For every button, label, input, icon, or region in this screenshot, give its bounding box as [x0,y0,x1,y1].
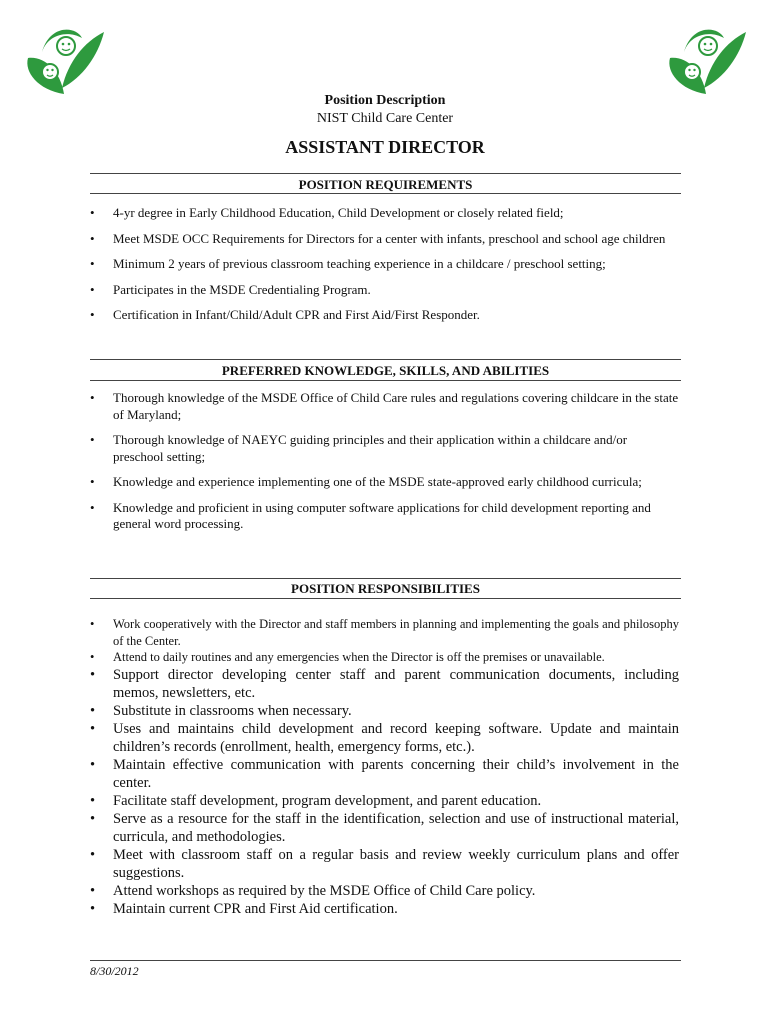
bullet-icon: • [90,702,96,719]
responsibilities-list [90,616,679,918]
section-heading-requirements: POSITION REQUIREMENTS [298,177,473,192]
list-item [90,307,679,324]
list-item-text: Maintain current CPR and First Aid certification. [113,900,398,917]
list-item [90,649,679,666]
bullet-icon: • [90,720,96,737]
list-item-text: Certification in Infant/Child/Adult CPR and First Aid/First Responder. [113,307,480,322]
bullet-icon: • [90,432,95,447]
section-rule [90,380,681,381]
section-rule [90,173,681,174]
section-rule [90,359,681,360]
list-item [90,616,679,649]
list-item [90,702,679,720]
bullet-icon: • [90,792,96,809]
list-item [90,282,679,299]
bullet-icon: • [90,307,95,322]
bullet-icon: • [90,846,96,863]
list-item [90,810,679,846]
list-item [90,900,679,918]
list-item-text: Maintain effective communication with parents concerning their child’s involvement in the center. [113,756,679,791]
footer-rule [90,960,681,961]
bullet-icon: • [90,650,95,664]
section-rule [90,578,681,579]
bullet-icon: • [90,474,95,489]
list-item [90,500,679,533]
leaf-sun-logo-icon [20,22,106,96]
skills-list [90,390,679,533]
list-item [90,474,679,491]
bullet-icon: • [90,230,95,246]
list-item-text: Thorough knowledge of the MSDE Office of Child Care rules and regulations covering childcare in the state of Maryland; [113,390,679,422]
list-item [90,256,679,273]
bullet-icon: • [90,390,95,405]
list-item-text: Knowledge and experience implementing one of the MSDE state-approved early childhood curricula; [113,474,642,489]
bullet-icon: • [90,882,96,899]
list-item [90,846,679,882]
list-item-text: Facilitate staff development, program development, and parent education. [113,792,542,809]
bullet-icon: • [90,499,95,515]
position-title: ASSISTANT DIRECTOR [285,137,485,157]
list-item-text: 4-yr degree in Early Childhood Education, Child Development or closely related field; [113,205,564,220]
list-item-text: Knowledge and proficient in using computer software applications for child development reporting and general word processing. [113,499,651,531]
list-item [90,720,679,756]
leaf-sun-logo-icon [662,22,748,96]
bullet-icon: • [90,900,96,917]
list-item-text: Work cooperatively with the Director and staff members in planning and implementing the goals and philosophy of the Center. [113,617,679,648]
list-item-text: Participates in the MSDE Credentialing Program. [113,281,371,297]
list-item [90,666,679,702]
requirements-list [90,205,679,324]
list-item-text: Meet with classroom staff on a regular basis and review weekly curriculum plans and offer suggestions. [113,846,679,881]
list-item-text: Uses and maintains child development and record keeping software. Update and maintain children’s records (enrollment, health, emergency forms, etc.). [113,720,679,755]
list-item [90,756,679,792]
footer-date: 8/30/2012 [90,964,139,978]
list-item-text: Attend workshops as required by the MSDE Office of Child Care policy. [113,882,536,899]
bullet-icon: • [90,666,96,683]
list-item [90,205,679,222]
list-item [90,882,679,900]
bullet-icon: • [90,281,95,297]
list-item [90,432,679,465]
list-item [90,792,679,810]
org-name: NIST Child Care Center [316,111,454,126]
section-rule [90,598,681,599]
list-item [90,231,679,248]
section-heading-skills: PREFERRED KNOWLEDGE, SKILLS, AND ABILITIES [221,363,550,378]
list-item-text: Support director developing center staff and parent communication documents, including memos, newsletters, etc. [113,666,679,701]
list-item [90,390,679,423]
bullet-icon: • [90,256,95,271]
list-item-text: Minimum 2 years of previous classroom teaching experience in a childcare / preschool setting; [113,256,606,271]
list-item-text: Attend to daily routines and any emergencies when the Director is off the premises or unavailable. [113,650,605,664]
section-heading-responsibilities: POSITION RESPONSIBILITIES [291,581,480,596]
bullet-icon: • [90,205,95,220]
bullet-icon: • [90,810,96,827]
bullet-icon: • [90,756,96,773]
section-rule [90,193,681,194]
list-item-text: Serve as a resource for the staff in the identification, selection and use of instructional material, curricula, and methodologies. [113,810,679,845]
bullet-icon: • [90,617,95,631]
doc-heading: Position Description [324,93,446,108]
list-item-text: Meet MSDE OCC Requirements for Directors for a center with infants, preschool and school age children [113,230,666,246]
list-item-text: Thorough knowledge of NAEYC guiding principles and their application within a childcare and/or preschool setting; [113,432,628,464]
list-item-text: Substitute in classrooms when necessary. [113,702,352,719]
